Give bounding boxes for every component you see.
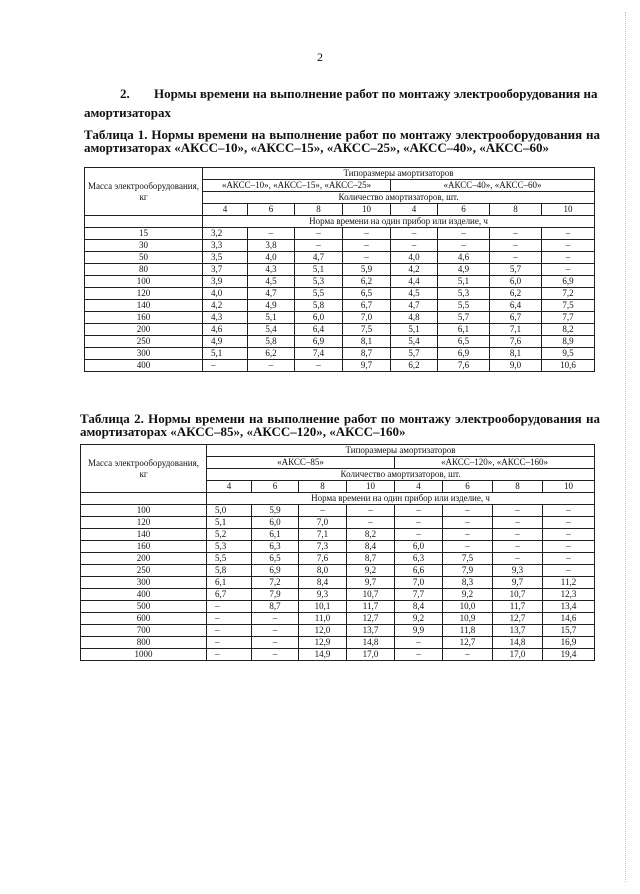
- norm-cell: 4,3: [203, 312, 248, 324]
- norm-cell: 5,3: [295, 276, 343, 288]
- table-row: [85, 312, 595, 324]
- norm-cell: 6,9: [252, 565, 299, 577]
- norm-cell: 6,0: [252, 517, 299, 529]
- norm-cell: 3,7: [203, 264, 248, 276]
- norm-cell: –: [443, 505, 493, 517]
- mass-cell: 120: [85, 288, 203, 300]
- table2-count: 4: [207, 481, 252, 493]
- norm-cell: 4,9: [248, 300, 295, 312]
- table1-norm-header: Норма времени на один прибор или изделие, ч: [203, 216, 595, 228]
- norm-cell: 4,6: [203, 324, 248, 336]
- norm-cell: 5,1: [203, 348, 248, 360]
- norm-cell: –: [252, 613, 299, 625]
- norm-cell: 9,3: [299, 589, 347, 601]
- norm-cell: 10,7: [347, 589, 395, 601]
- norm-cell: –: [207, 613, 252, 625]
- norm-cell: –: [343, 228, 391, 240]
- norm-cell: 6,2: [490, 288, 542, 300]
- norm-cell: 6,0: [295, 312, 343, 324]
- norm-cell: –: [493, 541, 543, 553]
- norm-cell: –: [395, 529, 443, 541]
- norm-cell: 7,0: [343, 312, 391, 324]
- norm-cell: 10,9: [443, 613, 493, 625]
- norm-cell: 5,3: [207, 541, 252, 553]
- norm-cell: –: [395, 517, 443, 529]
- norm-cell: 6,5: [252, 553, 299, 565]
- norm-cell: 8,2: [542, 324, 595, 336]
- table-row: [81, 517, 595, 529]
- norm-cell: –: [248, 360, 295, 372]
- norm-cell: 14,8: [493, 637, 543, 649]
- mass-cell: 30: [85, 240, 203, 252]
- norm-cell: –: [395, 649, 443, 661]
- norm-cell: –: [252, 625, 299, 637]
- norm-cell: 6,0: [490, 276, 542, 288]
- norm-cell: 6,1: [207, 577, 252, 589]
- mass-cell: 200: [81, 553, 207, 565]
- norm-cell: 6,0: [395, 541, 443, 553]
- norm-cell: 4,7: [391, 300, 438, 312]
- norm-cell: 4,0: [248, 252, 295, 264]
- norm-cell: 14,9: [299, 649, 347, 661]
- norm-cell: 5,8: [207, 565, 252, 577]
- norm-cell: 7,7: [542, 312, 595, 324]
- norm-cell: –: [493, 553, 543, 565]
- norm-cell: 14,6: [543, 613, 595, 625]
- mass-cell: 200: [85, 324, 203, 336]
- table2-count: 4: [395, 481, 443, 493]
- norm-cell: 7,9: [443, 565, 493, 577]
- norm-cell: 7,4: [295, 348, 343, 360]
- table1-count: 6: [438, 204, 490, 216]
- norm-cell: 7,0: [299, 517, 347, 529]
- norm-cell: 5,7: [490, 264, 542, 276]
- norm-cell: 9,3: [493, 565, 543, 577]
- mass-cell: 100: [81, 505, 207, 517]
- norm-cell: 5,1: [248, 312, 295, 324]
- table1-header: [85, 168, 595, 228]
- table2-title: Таблица 2. Нормы времени на выполнение работ по монтажу электрооборудования на амортизаторах «АКСС–85», «АКСС–120», «АКСС–160»: [80, 411, 600, 439]
- norm-cell: 8,4: [347, 541, 395, 553]
- norm-cell: –: [207, 601, 252, 613]
- norm-cell: –: [543, 553, 595, 565]
- norm-cell: 12,9: [299, 637, 347, 649]
- table-row: [81, 613, 595, 625]
- norm-cell: 5,5: [438, 300, 490, 312]
- table-row: [81, 637, 595, 649]
- norm-cell: 5,5: [295, 288, 343, 300]
- table1-mass-header: Масса электрооборудования, кг: [85, 168, 203, 216]
- norm-cell: 9,7: [347, 577, 395, 589]
- table-row: [85, 264, 595, 276]
- norm-cell: 11,8: [443, 625, 493, 637]
- norm-cell: –: [493, 529, 543, 541]
- table1: [84, 167, 595, 372]
- norm-cell: 5,2: [207, 529, 252, 541]
- table2-types-header: Типоразмеры амортизаторов: [207, 445, 595, 457]
- mass-cell: 140: [85, 300, 203, 312]
- table-row: [81, 625, 595, 637]
- norm-cell: 6,7: [343, 300, 391, 312]
- table-row: [85, 336, 595, 348]
- mass-cell: 160: [81, 541, 207, 553]
- norm-cell: 8,7: [343, 348, 391, 360]
- table-row: [81, 649, 595, 661]
- table-row: [85, 300, 595, 312]
- norm-cell: 8,1: [490, 348, 542, 360]
- norm-cell: –: [252, 637, 299, 649]
- norm-cell: 7,2: [252, 577, 299, 589]
- norm-cell: 5,1: [295, 264, 343, 276]
- norm-cell: 7,1: [490, 324, 542, 336]
- norm-cell: 7,5: [443, 553, 493, 565]
- norm-cell: 10,7: [493, 589, 543, 601]
- section-number: 2.: [120, 86, 130, 101]
- norm-cell: 5,5: [207, 553, 252, 565]
- norm-cell: –: [248, 228, 295, 240]
- norm-cell: 7,1: [299, 529, 347, 541]
- table1-count: 10: [542, 204, 595, 216]
- norm-cell: –: [295, 240, 343, 252]
- norm-cell: 3,8: [248, 240, 295, 252]
- norm-cell: –: [490, 228, 542, 240]
- mass-cell: 160: [85, 312, 203, 324]
- norm-cell: –: [490, 252, 542, 264]
- norm-cell: 3,2: [203, 228, 248, 240]
- norm-cell: 10,0: [443, 601, 493, 613]
- scan-edge: [623, 12, 626, 882]
- table-row: [85, 240, 595, 252]
- norm-cell: 8,7: [347, 553, 395, 565]
- norm-cell: 6,5: [343, 288, 391, 300]
- norm-cell: 11,7: [493, 601, 543, 613]
- table1-count: 8: [490, 204, 542, 216]
- norm-cell: 8,4: [299, 577, 347, 589]
- table-row: [85, 276, 595, 288]
- norm-cell: 5,8: [248, 336, 295, 348]
- table1-count: 6: [248, 204, 295, 216]
- page-number: 2: [317, 50, 323, 64]
- norm-cell: 9,2: [347, 565, 395, 577]
- norm-cell: 7,9: [252, 589, 299, 601]
- norm-cell: 4,6: [438, 252, 490, 264]
- norm-cell: 7,5: [343, 324, 391, 336]
- norm-cell: –: [343, 252, 391, 264]
- table1-group1: «АКСС–10», «АКСС–15», «АКСС–25»: [203, 180, 391, 192]
- table-row: [81, 505, 595, 517]
- norm-cell: –: [347, 505, 395, 517]
- table2-body: [81, 505, 595, 661]
- norm-cell: –: [299, 505, 347, 517]
- norm-cell: 9,9: [395, 625, 443, 637]
- norm-cell: 17,0: [493, 649, 543, 661]
- norm-cell: 19,4: [543, 649, 595, 661]
- norm-cell: –: [490, 240, 542, 252]
- norm-cell: 6,9: [542, 276, 595, 288]
- norm-cell: –: [543, 517, 595, 529]
- norm-cell: –: [443, 517, 493, 529]
- table2-norm-header: Норма времени на один прибор или изделие, ч: [207, 493, 595, 505]
- norm-cell: 8,2: [347, 529, 395, 541]
- norm-cell: –: [295, 360, 343, 372]
- table-row: [81, 529, 595, 541]
- mass-cell: 80: [85, 264, 203, 276]
- mass-cell: 600: [81, 613, 207, 625]
- norm-cell: 4,2: [203, 300, 248, 312]
- table2-header: [81, 445, 595, 505]
- norm-cell: 4,0: [391, 252, 438, 264]
- table1-count: 8: [295, 204, 343, 216]
- norm-cell: 5,9: [343, 264, 391, 276]
- mass-cell: 250: [85, 336, 203, 348]
- norm-cell: 4,7: [248, 288, 295, 300]
- norm-cell: 6,7: [207, 589, 252, 601]
- norm-cell: 11,7: [347, 601, 395, 613]
- norm-cell: –: [543, 529, 595, 541]
- norm-cell: –: [542, 228, 595, 240]
- mass-cell: 400: [85, 360, 203, 372]
- mass-cell: 15: [85, 228, 203, 240]
- norm-cell: 6,4: [490, 300, 542, 312]
- norm-cell: 7,3: [299, 541, 347, 553]
- norm-cell: 6,1: [438, 324, 490, 336]
- norm-cell: 6,3: [252, 541, 299, 553]
- norm-cell: 11,2: [543, 577, 595, 589]
- norm-cell: 5,1: [438, 276, 490, 288]
- norm-cell: 4,2: [391, 264, 438, 276]
- table2-count: 8: [299, 481, 347, 493]
- table-row: [85, 228, 595, 240]
- norm-cell: –: [443, 541, 493, 553]
- norm-cell: 4,5: [248, 276, 295, 288]
- norm-cell: –: [395, 505, 443, 517]
- table1-count: 4: [391, 204, 438, 216]
- norm-cell: 6,5: [438, 336, 490, 348]
- norm-cell: 6,9: [438, 348, 490, 360]
- section-heading: [84, 84, 604, 122]
- norm-cell: 9,2: [443, 589, 493, 601]
- table1-count-header: Количество амортизаторов, шт.: [203, 192, 595, 204]
- norm-cell: 10,6: [542, 360, 595, 372]
- norm-cell: 10,1: [299, 601, 347, 613]
- table-row: [85, 348, 595, 360]
- norm-cell: –: [543, 565, 595, 577]
- norm-cell: 9,7: [493, 577, 543, 589]
- table2-count: 10: [347, 481, 395, 493]
- table-row: [81, 577, 595, 589]
- table-row: [85, 324, 595, 336]
- table1-count: 10: [343, 204, 391, 216]
- norm-cell: –: [438, 228, 490, 240]
- norm-cell: 4,9: [203, 336, 248, 348]
- norm-cell: –: [295, 228, 343, 240]
- table2-count: 6: [443, 481, 493, 493]
- norm-cell: –: [207, 637, 252, 649]
- norm-cell: 6,2: [391, 360, 438, 372]
- table2-count-header: Количество амортизаторов, шт.: [207, 469, 595, 481]
- norm-cell: –: [542, 252, 595, 264]
- norm-cell: 5,7: [438, 312, 490, 324]
- norm-cell: 3,3: [203, 240, 248, 252]
- norm-cell: 4,4: [391, 276, 438, 288]
- norm-cell: –: [395, 637, 443, 649]
- norm-cell: 5,4: [248, 324, 295, 336]
- norm-cell: 17,0: [347, 649, 395, 661]
- norm-cell: 15,7: [543, 625, 595, 637]
- norm-cell: 3,9: [203, 276, 248, 288]
- table-row: [81, 553, 595, 565]
- norm-cell: 5,1: [207, 517, 252, 529]
- norm-cell: –: [493, 505, 543, 517]
- norm-cell: –: [207, 625, 252, 637]
- mass-cell: 300: [85, 348, 203, 360]
- norm-cell: 13,7: [493, 625, 543, 637]
- norm-cell: –: [493, 517, 543, 529]
- norm-cell: 5,8: [295, 300, 343, 312]
- norm-cell: 11,0: [299, 613, 347, 625]
- mass-cell: 400: [81, 589, 207, 601]
- section-title: Нормы времени на выполнение работ по монтажу электрооборудования на амортизаторах: [84, 86, 598, 120]
- norm-cell: 6,1: [252, 529, 299, 541]
- mass-cell: 250: [81, 565, 207, 577]
- norm-cell: 12,7: [493, 613, 543, 625]
- table1-body: [85, 228, 595, 372]
- norm-cell: 6,7: [490, 312, 542, 324]
- norm-cell: –: [391, 228, 438, 240]
- table2-empty-cell: [81, 493, 207, 505]
- mass-cell: 100: [85, 276, 203, 288]
- table1-types-header: Типоразмеры амортизаторов: [203, 168, 595, 180]
- norm-cell: 5,7: [391, 348, 438, 360]
- norm-cell: 5,9: [252, 505, 299, 517]
- norm-cell: –: [542, 240, 595, 252]
- norm-cell: 12,0: [299, 625, 347, 637]
- mass-cell: 500: [81, 601, 207, 613]
- mass-cell: 1000: [81, 649, 207, 661]
- norm-cell: –: [391, 240, 438, 252]
- norm-cell: 6,2: [248, 348, 295, 360]
- table2-count: 6: [252, 481, 299, 493]
- norm-cell: 4,3: [248, 264, 295, 276]
- norm-cell: –: [443, 649, 493, 661]
- norm-cell: 8,7: [252, 601, 299, 613]
- table2-group2: «АКСС–120», «АКСС–160»: [395, 457, 595, 469]
- norm-cell: 9,7: [343, 360, 391, 372]
- table2-count: 8: [493, 481, 543, 493]
- norm-cell: 8,1: [343, 336, 391, 348]
- norm-cell: –: [203, 360, 248, 372]
- norm-cell: –: [207, 649, 252, 661]
- norm-cell: 12,3: [543, 589, 595, 601]
- norm-cell: 8,9: [542, 336, 595, 348]
- table-row: [81, 601, 595, 613]
- norm-cell: 9,0: [490, 360, 542, 372]
- norm-cell: 4,0: [203, 288, 248, 300]
- norm-cell: 3,5: [203, 252, 248, 264]
- norm-cell: 7,5: [542, 300, 595, 312]
- norm-cell: 13,7: [347, 625, 395, 637]
- norm-cell: 14,8: [347, 637, 395, 649]
- mass-cell: 300: [81, 577, 207, 589]
- norm-cell: 13,4: [543, 601, 595, 613]
- norm-cell: 8,0: [299, 565, 347, 577]
- norm-cell: 8,4: [395, 601, 443, 613]
- norm-cell: 7,6: [438, 360, 490, 372]
- norm-cell: 4,9: [438, 264, 490, 276]
- table2: [80, 444, 595, 661]
- norm-cell: 8,3: [443, 577, 493, 589]
- norm-cell: –: [438, 240, 490, 252]
- mass-cell: 800: [81, 637, 207, 649]
- table1-group2: «АКСС–40», «АКСС–60»: [391, 180, 595, 192]
- norm-cell: 5,0: [207, 505, 252, 517]
- norm-cell: 7,7: [395, 589, 443, 601]
- norm-cell: 6,9: [295, 336, 343, 348]
- norm-cell: 4,8: [391, 312, 438, 324]
- table-row: [85, 360, 595, 372]
- norm-cell: 12,7: [443, 637, 493, 649]
- table1-count: 4: [203, 204, 248, 216]
- norm-cell: 5,3: [438, 288, 490, 300]
- norm-cell: 9,2: [395, 613, 443, 625]
- norm-cell: –: [443, 529, 493, 541]
- norm-cell: 6,6: [395, 565, 443, 577]
- table2-count: 10: [543, 481, 595, 493]
- norm-cell: 9,5: [542, 348, 595, 360]
- norm-cell: 7,6: [299, 553, 347, 565]
- norm-cell: –: [347, 517, 395, 529]
- norm-cell: 6,2: [343, 276, 391, 288]
- norm-cell: –: [542, 264, 595, 276]
- mass-cell: 140: [81, 529, 207, 541]
- table-row: [81, 565, 595, 577]
- mass-cell: 700: [81, 625, 207, 637]
- norm-cell: 6,3: [395, 553, 443, 565]
- norm-cell: 4,5: [391, 288, 438, 300]
- norm-cell: 4,7: [295, 252, 343, 264]
- norm-cell: 7,6: [490, 336, 542, 348]
- table-row: [85, 288, 595, 300]
- mass-cell: 50: [85, 252, 203, 264]
- norm-cell: 7,0: [395, 577, 443, 589]
- norm-cell: –: [543, 505, 595, 517]
- table-row: [81, 541, 595, 553]
- table-row: [85, 252, 595, 264]
- table2-group1: «АКСС–85»: [207, 457, 395, 469]
- norm-cell: –: [543, 541, 595, 553]
- mass-cell: 120: [81, 517, 207, 529]
- table1-empty-cell: [85, 216, 203, 228]
- norm-cell: –: [252, 649, 299, 661]
- table1-title: Таблица 1. Нормы времени на выполнение работ по монтажу электрооборудования на амортизаторах «АКСС–10», «АКСС–15», «АКСС–25», «АКСС–40», «АКСС–60»: [84, 127, 600, 155]
- norm-cell: 5,4: [391, 336, 438, 348]
- norm-cell: –: [343, 240, 391, 252]
- norm-cell: 5,1: [391, 324, 438, 336]
- norm-cell: 12,7: [347, 613, 395, 625]
- norm-cell: 16,9: [543, 637, 595, 649]
- norm-cell: 7,2: [542, 288, 595, 300]
- table-row: [81, 589, 595, 601]
- norm-cell: 6,4: [295, 324, 343, 336]
- table2-mass-header: Масса электрооборудования, кг: [81, 445, 207, 493]
